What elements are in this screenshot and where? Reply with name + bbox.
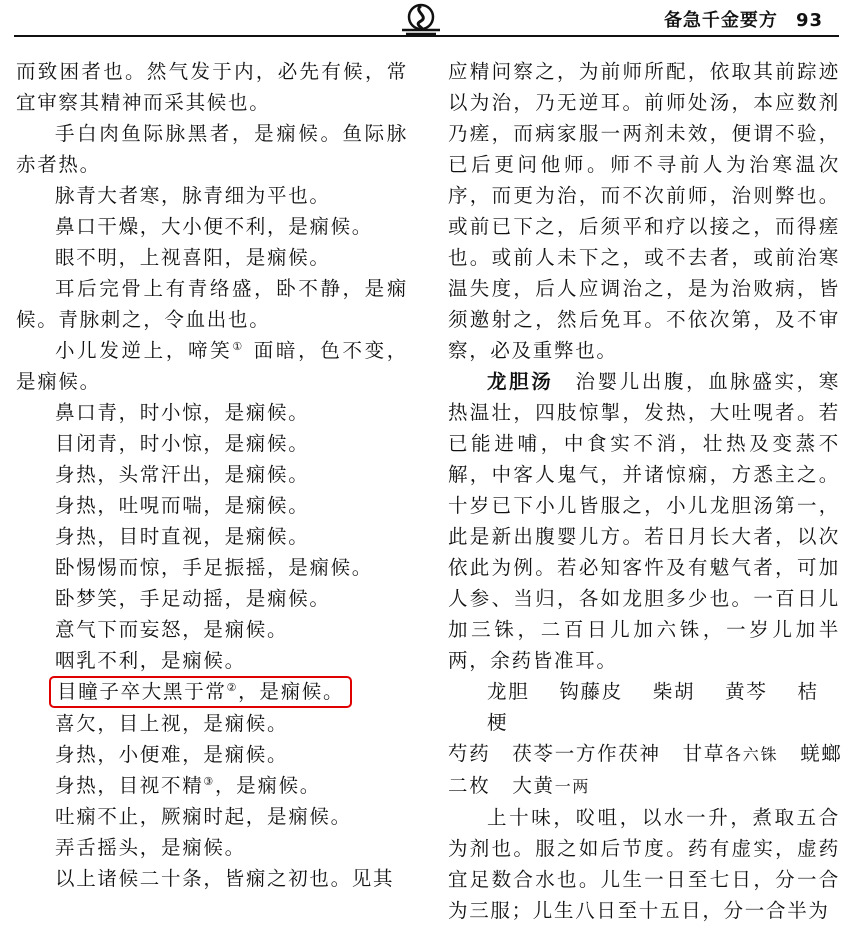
herb-quantity: 二枚 [448, 774, 491, 797]
herb-note: 一方作茯神 [554, 742, 661, 765]
book-title: 备急千金要方 [663, 10, 778, 31]
paragraph-text: 上十味，㕮咀，以水一升，煮取五合为剂也。服之如后节度。药有虚实，虚药宜足数合水也。儿生一日至七日，分一合为三服；儿生八日至十五日，分一合半为 [448, 806, 840, 922]
paragraph-text [16, 521, 408, 552]
herb-item: 大黄 [512, 774, 555, 797]
paragraph-text: 应精问察之，为前师所配，依取其前踪迹以为治，乃无逆耳。前师处汤，本应数剂乃瘥，而病家服一两剂未效，便谓不验，已后更问他师。师不寻前人为治寒温次序，而更为治，而不次前师，治则弊也。或前已下之，后须平和疗以接之，而得瘥也。或前人未下之，或不去者，或前治寒温失度，后人应调治之，是为治败病，皆须邀射之，然后免耳。不依次第，及不审察，必及重弊也。 [448, 60, 840, 362]
running-head [664, 6, 823, 32]
paragraph-text [16, 801, 408, 832]
line-text: 耳后完骨上有青络盛，卧不静，是痫候。青脉刺之，令血出也。 [16, 277, 408, 331]
header-rule [14, 35, 839, 37]
paragraph-text [16, 118, 408, 180]
herb-item: 甘草 [682, 742, 726, 765]
line-text: 目闭青，时小惊，是痫候。 [55, 432, 310, 455]
paragraph-text [16, 739, 408, 770]
footnote-marker: ② [226, 681, 239, 694]
right-column [448, 56, 843, 926]
herb-list-line-1 [448, 676, 840, 738]
paragraph-text [16, 459, 408, 490]
line-text: 吐痫不止，厥痫时起，是痫候。 [55, 805, 352, 828]
paragraph-text [16, 56, 408, 118]
herb-item: 黄芩 [725, 680, 768, 703]
line-text: 身热，小便难，是痫候。 [55, 743, 289, 766]
line-text: 卧惕惕而惊，手足振摇，是痫候。 [55, 556, 374, 579]
formula-description: 治婴儿出腹，血脉盛实，寒热温壮，四肢惊掣，发热，大吐哯者。若已能进哺，中食实不消，壮热及变蒸不解，中客人鬼气，并诸惊痫，方悉主之。十岁已下小儿皆服之，小儿龙胆汤第一，此是新出腹婴儿方。若日月长大者，以次依此为例。若必知客忤及有魃气者，可加人参、当归，各如龙胆多少也。一百日儿加三铢，二百日儿加六铢，一岁儿加半两，余药皆准耳。 [448, 370, 840, 672]
line-text: 而致困者也。然气发于内，必先有候，常宜审察其精神而采其候也。 [16, 60, 408, 114]
herb-quantity: 一两 [554, 777, 591, 796]
line-text: 以上诸候二十条，皆痫之初也。见其 [55, 867, 395, 890]
herb-item: 蜣螂 [800, 742, 843, 765]
line-text: 身热，目视不精 [55, 774, 204, 797]
paragraph-text [16, 490, 408, 521]
herb-item: 芍药 [448, 742, 491, 765]
line-text: 身热，目时直视，是痫候。 [55, 525, 310, 548]
paragraph-text [16, 614, 408, 645]
paragraph-text [16, 242, 408, 273]
page-number: 93 [795, 10, 823, 31]
herb-item: 桔梗 [487, 680, 819, 734]
line-text: ，是痫候。 [214, 774, 321, 797]
herb-item: 钩藤皮 [559, 680, 623, 703]
line-text: 鼻口青，时小惊，是痫候。 [55, 401, 310, 424]
herb-item: 柴胡 [652, 680, 696, 703]
paragraph-text [16, 583, 408, 614]
line-text: 面暗，色不变，是痫候。 [16, 339, 408, 393]
paragraph-text [16, 676, 408, 708]
left-column [16, 56, 408, 894]
line-text: 脉青大者寒，脉青细为平也。 [55, 184, 331, 207]
line-text: 意气下而妄怒，是痫候。 [55, 618, 289, 641]
paragraph-text [16, 645, 408, 676]
page-header [0, 0, 853, 40]
paragraph-text [16, 708, 408, 739]
line-text: 眼不明，上视喜阳，是痫候。 [55, 246, 331, 269]
line-text: 咽乳不利，是痫候。 [55, 649, 246, 672]
paragraph-text [16, 428, 408, 459]
line-text: 身热，吐哯而喘，是痫候。 [55, 494, 310, 517]
paragraph-text [16, 273, 408, 335]
paragraph-text [16, 335, 408, 397]
paragraph-text [16, 552, 408, 583]
herb-quantity: 各六铢 [725, 745, 779, 764]
paragraph-text [16, 832, 408, 863]
footnote-marker: ① [232, 340, 245, 353]
line-text: 身热，头常汗出，是痫候。 [55, 463, 310, 486]
line-text: ，是痫候。 [238, 680, 345, 703]
footnote-marker: ③ [203, 775, 215, 788]
line-text: 卧梦笑，手足动摇，是痫候。 [55, 587, 331, 610]
paragraph-text [16, 863, 408, 894]
paragraph-text [16, 180, 408, 211]
herb-list-line-2 [448, 738, 843, 770]
paragraph-text [16, 397, 408, 428]
line-text: 喜欠，目上视，是痫候。 [55, 712, 289, 735]
publisher-logo-icon [398, 2, 444, 36]
line-text: 鼻口干燥，大小便不利，是痫候。 [55, 215, 374, 238]
herb-list-line-3 [448, 770, 840, 802]
line-text: 弄舌摇头，是痫候。 [55, 836, 246, 859]
formula-title: 龙胆汤 [487, 370, 554, 393]
line-text: 目瞳子卒大黑于常 [57, 680, 227, 703]
formula-paragraph [448, 366, 840, 676]
line-text: 小儿发逆上，啼笑 [55, 339, 233, 362]
herb-item: 茯苓 [512, 742, 555, 765]
highlight-box [49, 676, 352, 708]
paragraph-text [16, 211, 408, 242]
herb-item: 龙胆 [487, 680, 530, 703]
line-text: 手白肉鱼际脉黑者，是痫候。鱼际脉赤者热。 [16, 122, 408, 176]
paragraph-text [16, 770, 408, 801]
